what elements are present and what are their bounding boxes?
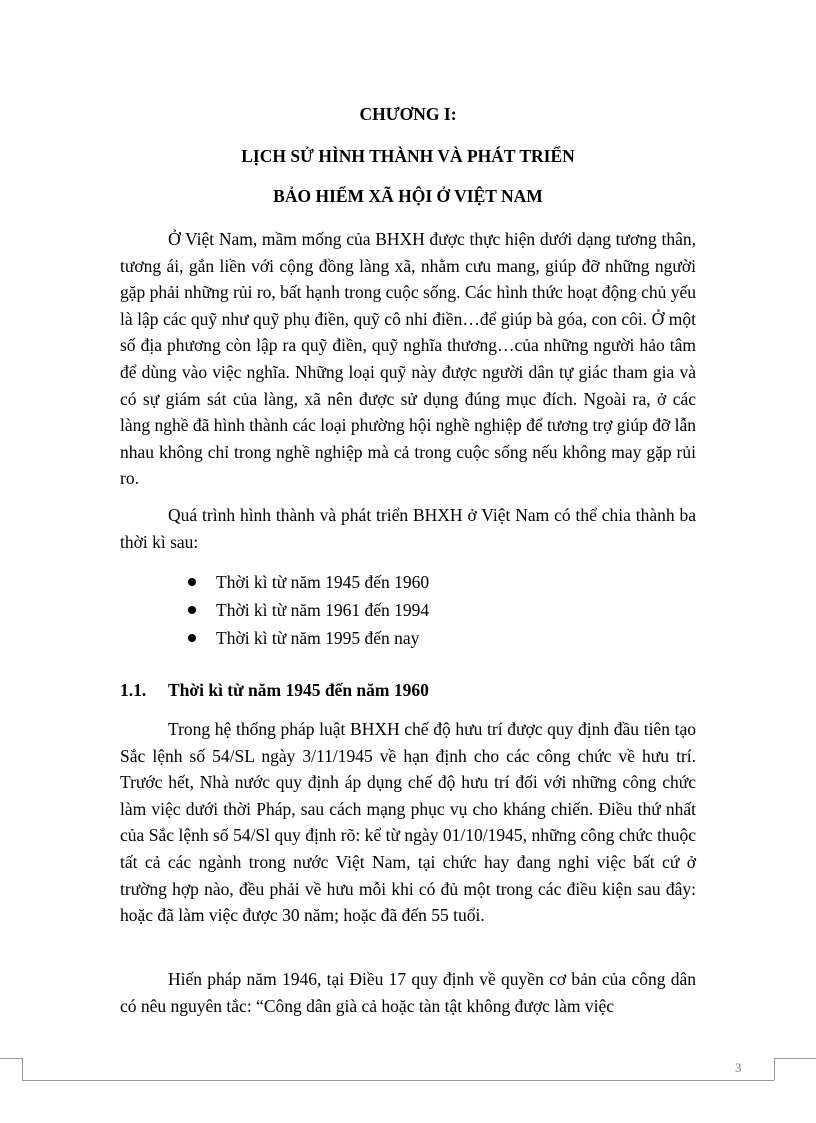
footer-rule-right-stub — [774, 1058, 816, 1059]
chapter-title-line-2: BẢO HIỂM XÃ HỘI Ở VIỆT NAM — [273, 186, 543, 206]
footer-rule-left-stub — [0, 1058, 22, 1059]
chapter-title-line-1: LỊCH SỬ HÌNH THÀNH VÀ PHÁT TRIỂN — [241, 146, 575, 166]
page-number: 3 — [735, 1060, 742, 1075]
period-item-1: Thời kì từ năm 1945 đến 1960 — [216, 572, 430, 592]
bullet-icon — [188, 634, 196, 642]
footer-rule-right-tick — [774, 1058, 775, 1080]
section-number: 1.1. — [120, 680, 147, 700]
section-title: Thời kì từ năm 1945 đến năm 1960 — [168, 680, 429, 700]
intro-paragraph-1: Ở Việt Nam, mầm mống của BHXH được thực hiện dưới dạng tương thân, tương ái, gắn liền với cộng đồng làng xã, nhằm cưu mang, giúp đỡ những người gặp phải những rủi ro, bất hạnh trong cuộc sống. Các hình thức hoạt động chủ yếu là lập các quỹ như quỹ phụ điền, quỹ cô nhi điền…để giúp bà góa, con côi. Ở một số địa phương còn lập ra quỹ điền, quỹ nghĩa thương…của những người hảo tâm để dùng vào việc nghĩa. Những loại quỹ này được người dân tự giác tham gia và có sự giám sát của làng, xã nên được sử dụng đúng mục đích. Ngoài ra, ở các làng nghề đã hình thành các loại phường hội nghề nghiệp để tương trợ giúp đỡ lẫn nhau không chỉ trong nghề nghiệp mà cả trong cuộc sống nếu không may gặp rủi ro. — [120, 229, 697, 489]
bullet-icon — [188, 606, 196, 614]
period-item-3: Thời kì từ năm 1995 đến nay — [216, 628, 420, 648]
period-item-2: Thời kì từ năm 1961 đến 1994 — [216, 600, 430, 620]
section-paragraph-2: Hiến pháp năm 1946, tại Điều 17 quy định về quyền cơ bản của công dân có nêu nguyên tắc: “Công dân già cả hoặc tàn tật không được làm việc — [120, 969, 696, 1016]
footer-rule-left-tick — [22, 1058, 23, 1080]
footer-rule — [22, 1080, 774, 1081]
section-heading — [120, 680, 429, 701]
section-paragraph-1: Trong hệ thống pháp luật BHXH chế độ hưu trí được quy định đầu tiên tạo Sắc lệnh số 54/SL ngày 3/11/1945 về hạn định cho các công chức về hưu trí. Trước hết, Nhà nước quy định áp dụng chế độ hưu trí đối với những công chức làm việc dưới thời Pháp, sau cách mạng phục vụ cho kháng chiến. Điều thứ nhất của Sắc lệnh số 54/Sl quy định rõ: kể từ ngày 01/10/1945, những công chức thuộc tất cả các ngành trong nước Việt Nam, tại chức hay đang nghỉ việc bất cứ ở trường hợp nào, đều phải về hưu mỗi khi có đủ một trong các điều kiện sau đây: hoặc đã làm việc được 30 năm; hoặc đã đến 55 tuổi. — [120, 719, 696, 926]
intro-paragraph-2: Quá trình hình thành và phát triển BHXH ở Việt Nam có thể chia thành ba thời kì sau: — [120, 505, 696, 552]
bullet-icon — [188, 578, 196, 586]
chapter-label: CHƯƠNG I: — [359, 104, 457, 124]
